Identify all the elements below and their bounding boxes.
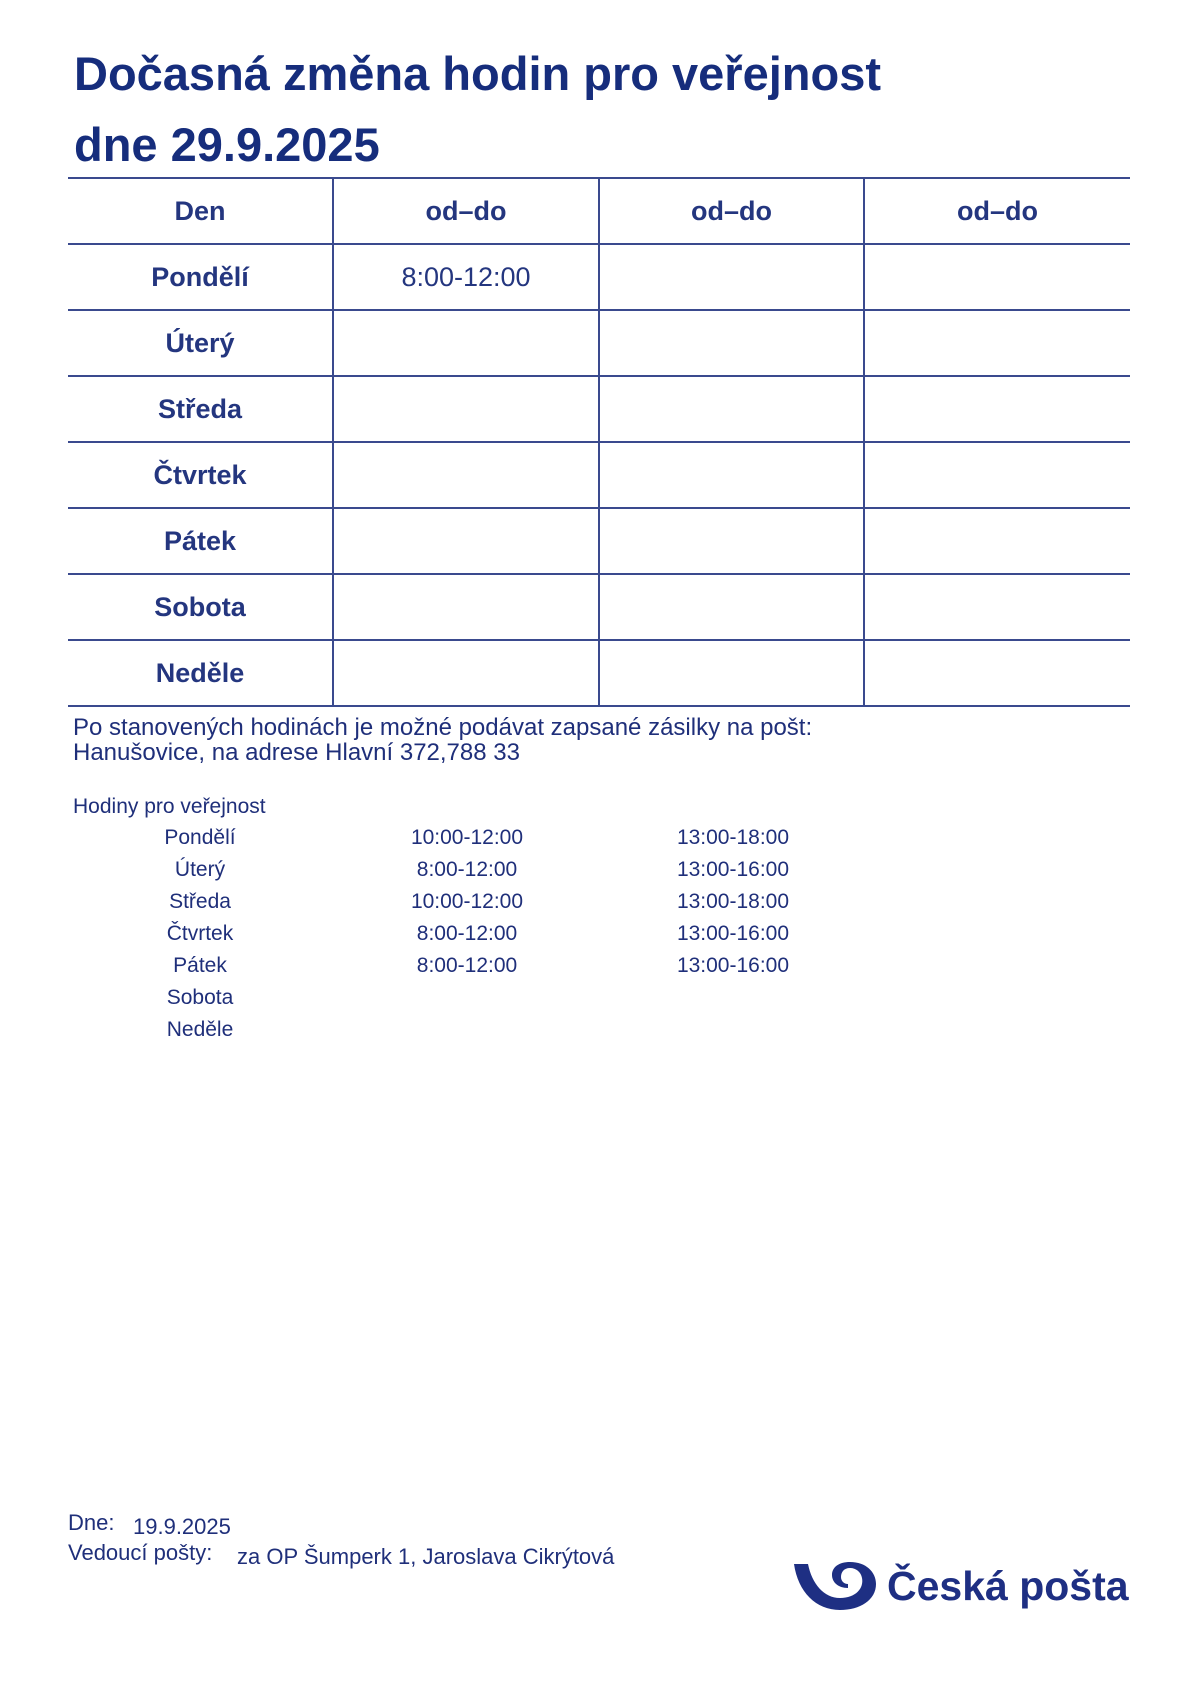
list-item (0, 986, 900, 1018)
time-cell (599, 508, 864, 574)
public-day: Úterý (174, 858, 226, 881)
public-time-morning: 8:00-12:00 (416, 922, 518, 945)
time-cell (864, 376, 1130, 442)
day-cell: Neděle (68, 640, 333, 706)
manager-value: za OP Šumperk 1, Jaroslava Cikrýtová (237, 1544, 615, 1569)
temporary-hours-table (68, 177, 1130, 707)
table-row (68, 508, 1130, 574)
date-value: 19.9.2025 (133, 1514, 231, 1539)
public-time-afternoon: 13:00-16:00 (676, 922, 790, 945)
public-time-afternoon: 13:00-18:00 (676, 890, 790, 913)
day-cell: Úterý (68, 310, 333, 376)
time-cell (599, 640, 864, 706)
list-item (0, 922, 900, 954)
time-cell (864, 244, 1130, 310)
public-time-afternoon: 13:00-16:00 (676, 858, 790, 881)
time-cell (599, 244, 864, 310)
table-row (68, 244, 1130, 310)
public-day: Pátek (173, 954, 227, 977)
alternative-office-note (73, 715, 812, 765)
list-item (0, 1018, 900, 1050)
time-cell (864, 574, 1130, 640)
day-cell: Středa (68, 376, 333, 442)
header-from-to: od–do (864, 178, 1130, 244)
time-cell (864, 310, 1130, 376)
table-row (68, 310, 1130, 376)
header-from-to: od–do (599, 178, 864, 244)
public-time-morning: 8:00-12:00 (416, 858, 518, 881)
date-label: Dne: (68, 1510, 115, 1535)
time-cell: 8:00-12:00 (333, 244, 599, 310)
postal-horn-icon (794, 1562, 876, 1612)
day-cell: Čtvrtek (68, 442, 333, 508)
time-cell (599, 376, 864, 442)
list-item (0, 890, 900, 922)
day-cell: Pondělí (68, 244, 333, 310)
table-row (68, 574, 1130, 640)
time-cell (333, 310, 599, 376)
public-time-morning: 10:00-12:00 (410, 890, 524, 913)
table-row (68, 640, 1130, 706)
table-row (68, 376, 1130, 442)
header-day: Den (68, 178, 333, 244)
public-time-afternoon: 13:00-18:00 (676, 826, 790, 849)
time-cell (864, 508, 1130, 574)
day-cell: Pátek (68, 508, 333, 574)
public-day: Středa (169, 890, 231, 913)
ceska-posta-logo (794, 1560, 1134, 1616)
table-row (68, 442, 1130, 508)
list-item (0, 858, 900, 890)
list-item (0, 954, 900, 986)
time-cell (333, 508, 599, 574)
public-day: Neděle (166, 1018, 234, 1041)
time-cell (599, 442, 864, 508)
public-day: Pondělí (164, 826, 236, 849)
public-time-afternoon: 13:00-16:00 (676, 954, 790, 977)
public-day: Čtvrtek (166, 922, 234, 945)
page-title: Dočasná změna hodin pro veřejnost (74, 47, 882, 100)
logo-text: Česká pošta (887, 1563, 1129, 1609)
public-day: Sobota (166, 986, 234, 1009)
table-header-row (68, 178, 1130, 244)
public-time-morning: 8:00-12:00 (416, 954, 518, 977)
time-cell (599, 574, 864, 640)
time-cell (333, 640, 599, 706)
list-item (0, 826, 900, 858)
page-subtitle-date: dne 29.9.2025 (74, 118, 380, 171)
header-from-to: od–do (333, 178, 599, 244)
time-cell (333, 574, 599, 640)
time-cell (333, 442, 599, 508)
note-address: Hanušovice, na adrese Hlavní 372,788 33 (73, 739, 520, 766)
public-time-morning: 10:00-12:00 (410, 826, 524, 849)
public-hours-title: Hodiny pro veřejnost (73, 795, 266, 818)
manager-label: Vedoucí pošty: (68, 1540, 213, 1565)
time-cell (864, 442, 1130, 508)
day-cell: Sobota (68, 574, 333, 640)
time-cell (864, 640, 1130, 706)
time-cell (333, 376, 599, 442)
time-cell (599, 310, 864, 376)
note-line: Po stanovených hodinách je možné podávat zapsané zásilky na pošt: (73, 714, 813, 741)
